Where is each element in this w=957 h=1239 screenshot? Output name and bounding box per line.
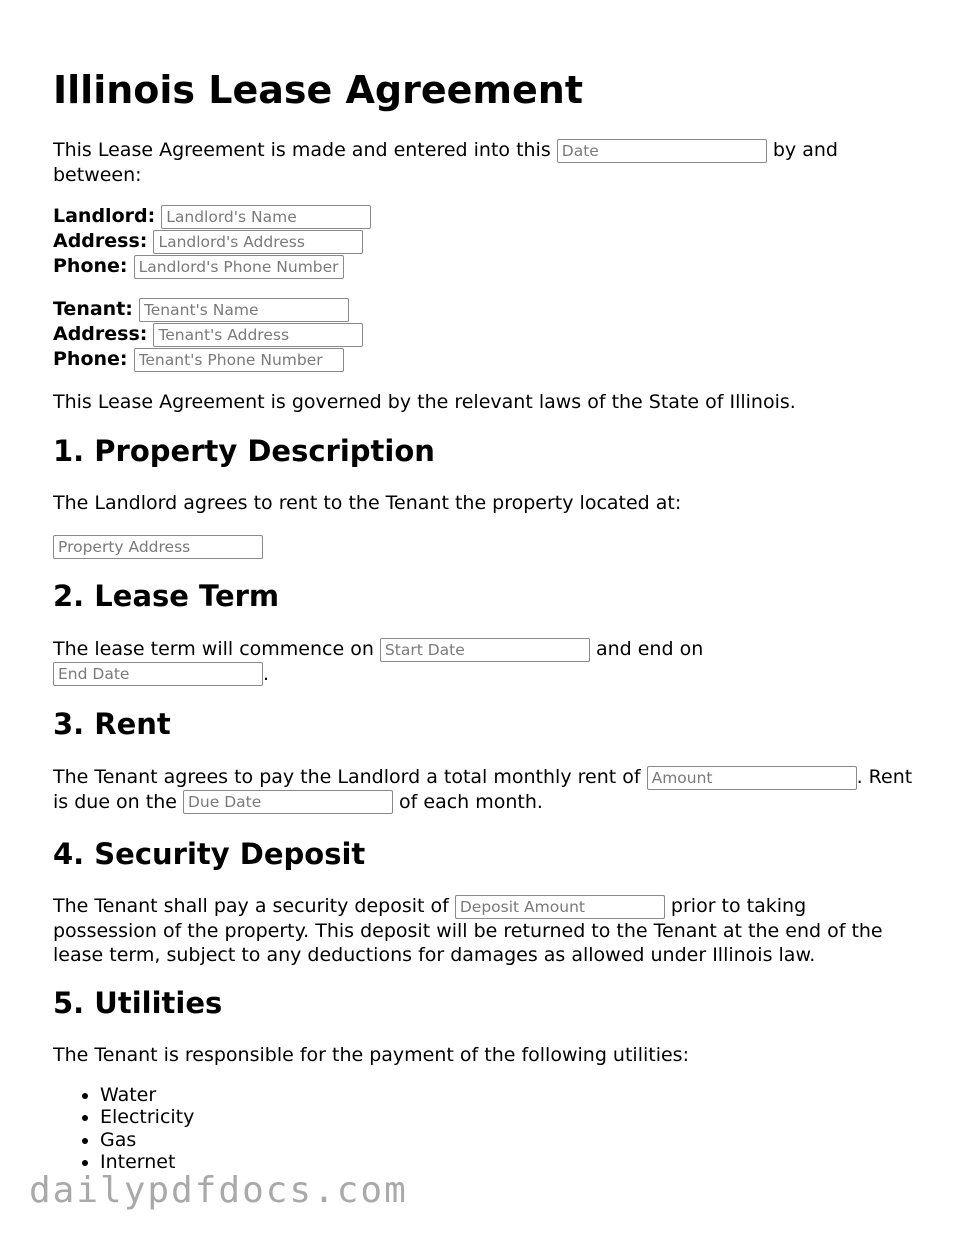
document-title: Illinois Lease Agreement <box>53 68 583 112</box>
landlord-name-input[interactable] <box>161 205 371 229</box>
tenant-address-label: Address: <box>53 323 148 345</box>
rent-amount-input[interactable] <box>647 766 857 790</box>
lease-term-paragraph <box>53 637 753 686</box>
utilities-text: The Tenant is responsible for the payment of the following utilities: <box>53 1044 689 1066</box>
property-heading: 1. Property Description <box>53 434 435 468</box>
deposit-amount-input[interactable] <box>455 895 665 919</box>
rent-text-middle: . Rent is due on the <box>53 766 913 813</box>
landlord-name-label: Landlord: <box>53 205 156 227</box>
deposit-text-after: prior to taking possession of the property. This deposit will be returned to the Tenant at the end of the lease term, subject to any deductions for damages as allowed under Illinois law. <box>53 895 883 966</box>
property-address-input[interactable] <box>53 535 263 559</box>
agreement-date-input[interactable] <box>557 139 767 163</box>
deposit-text-before: The Tenant shall pay a security deposit of <box>53 895 449 917</box>
landlord-address-label: Address: <box>53 230 148 252</box>
landlord-phone-label: Phone: <box>53 255 128 277</box>
intro-text-before: This Lease Agreement is made and entered into this <box>53 139 551 161</box>
utility-item-electricity: • Electricity <box>100 1106 194 1128</box>
landlord-address-row <box>53 229 363 254</box>
governing-law-text: This Lease Agreement is governed by the relevant laws of the State of Illinois. <box>53 391 796 413</box>
rent-text-before: The Tenant agrees to pay the Landlord a total monthly rent of <box>53 766 641 788</box>
tenant-name-input[interactable] <box>139 298 349 322</box>
rent-text-after: of each month. <box>399 790 543 813</box>
utilities-heading: 5. Utilities <box>53 986 223 1020</box>
intro-paragraph <box>53 138 913 187</box>
utility-item-internet: • Internet <box>100 1151 194 1173</box>
intro-text-after: by and between: <box>53 139 838 186</box>
landlord-phone-row <box>53 254 344 279</box>
deposit-heading: 4. Security Deposit <box>53 837 366 871</box>
tenant-phone-input[interactable] <box>134 348 344 372</box>
lease-term-heading: 2. Lease Term <box>53 579 280 613</box>
utility-item-water: • Water <box>100 1084 194 1106</box>
tenant-address-row <box>53 322 363 347</box>
tenant-phone-row <box>53 347 344 372</box>
deposit-paragraph <box>53 894 913 967</box>
landlord-address-input[interactable] <box>153 230 363 254</box>
tenant-name-row <box>53 297 349 322</box>
rent-heading: 3. Rent <box>53 707 171 741</box>
utility-item-gas: • Gas <box>100 1129 194 1151</box>
lease-start-date-input[interactable] <box>380 638 590 662</box>
tenant-phone-label: Phone: <box>53 348 128 370</box>
watermark: dailypdfdocs.com <box>29 1170 408 1211</box>
lease-term-text-before: The lease term will commence on <box>53 638 374 660</box>
tenant-name-label: Tenant: <box>53 298 133 320</box>
landlord-name-row <box>53 204 371 229</box>
property-text: The Landlord agrees to rent to the Tenant the property located at: <box>53 492 682 514</box>
tenant-address-input[interactable] <box>153 323 363 347</box>
lease-term-text-after: . <box>263 662 270 685</box>
rent-paragraph <box>53 765 913 814</box>
property-address-row <box>53 534 263 559</box>
lease-term-text-middle: and end on <box>595 638 704 660</box>
rent-due-date-input[interactable] <box>183 790 393 814</box>
landlord-phone-input[interactable] <box>134 255 344 279</box>
lease-end-date-input[interactable] <box>53 662 263 686</box>
utilities-list <box>53 1084 194 1173</box>
